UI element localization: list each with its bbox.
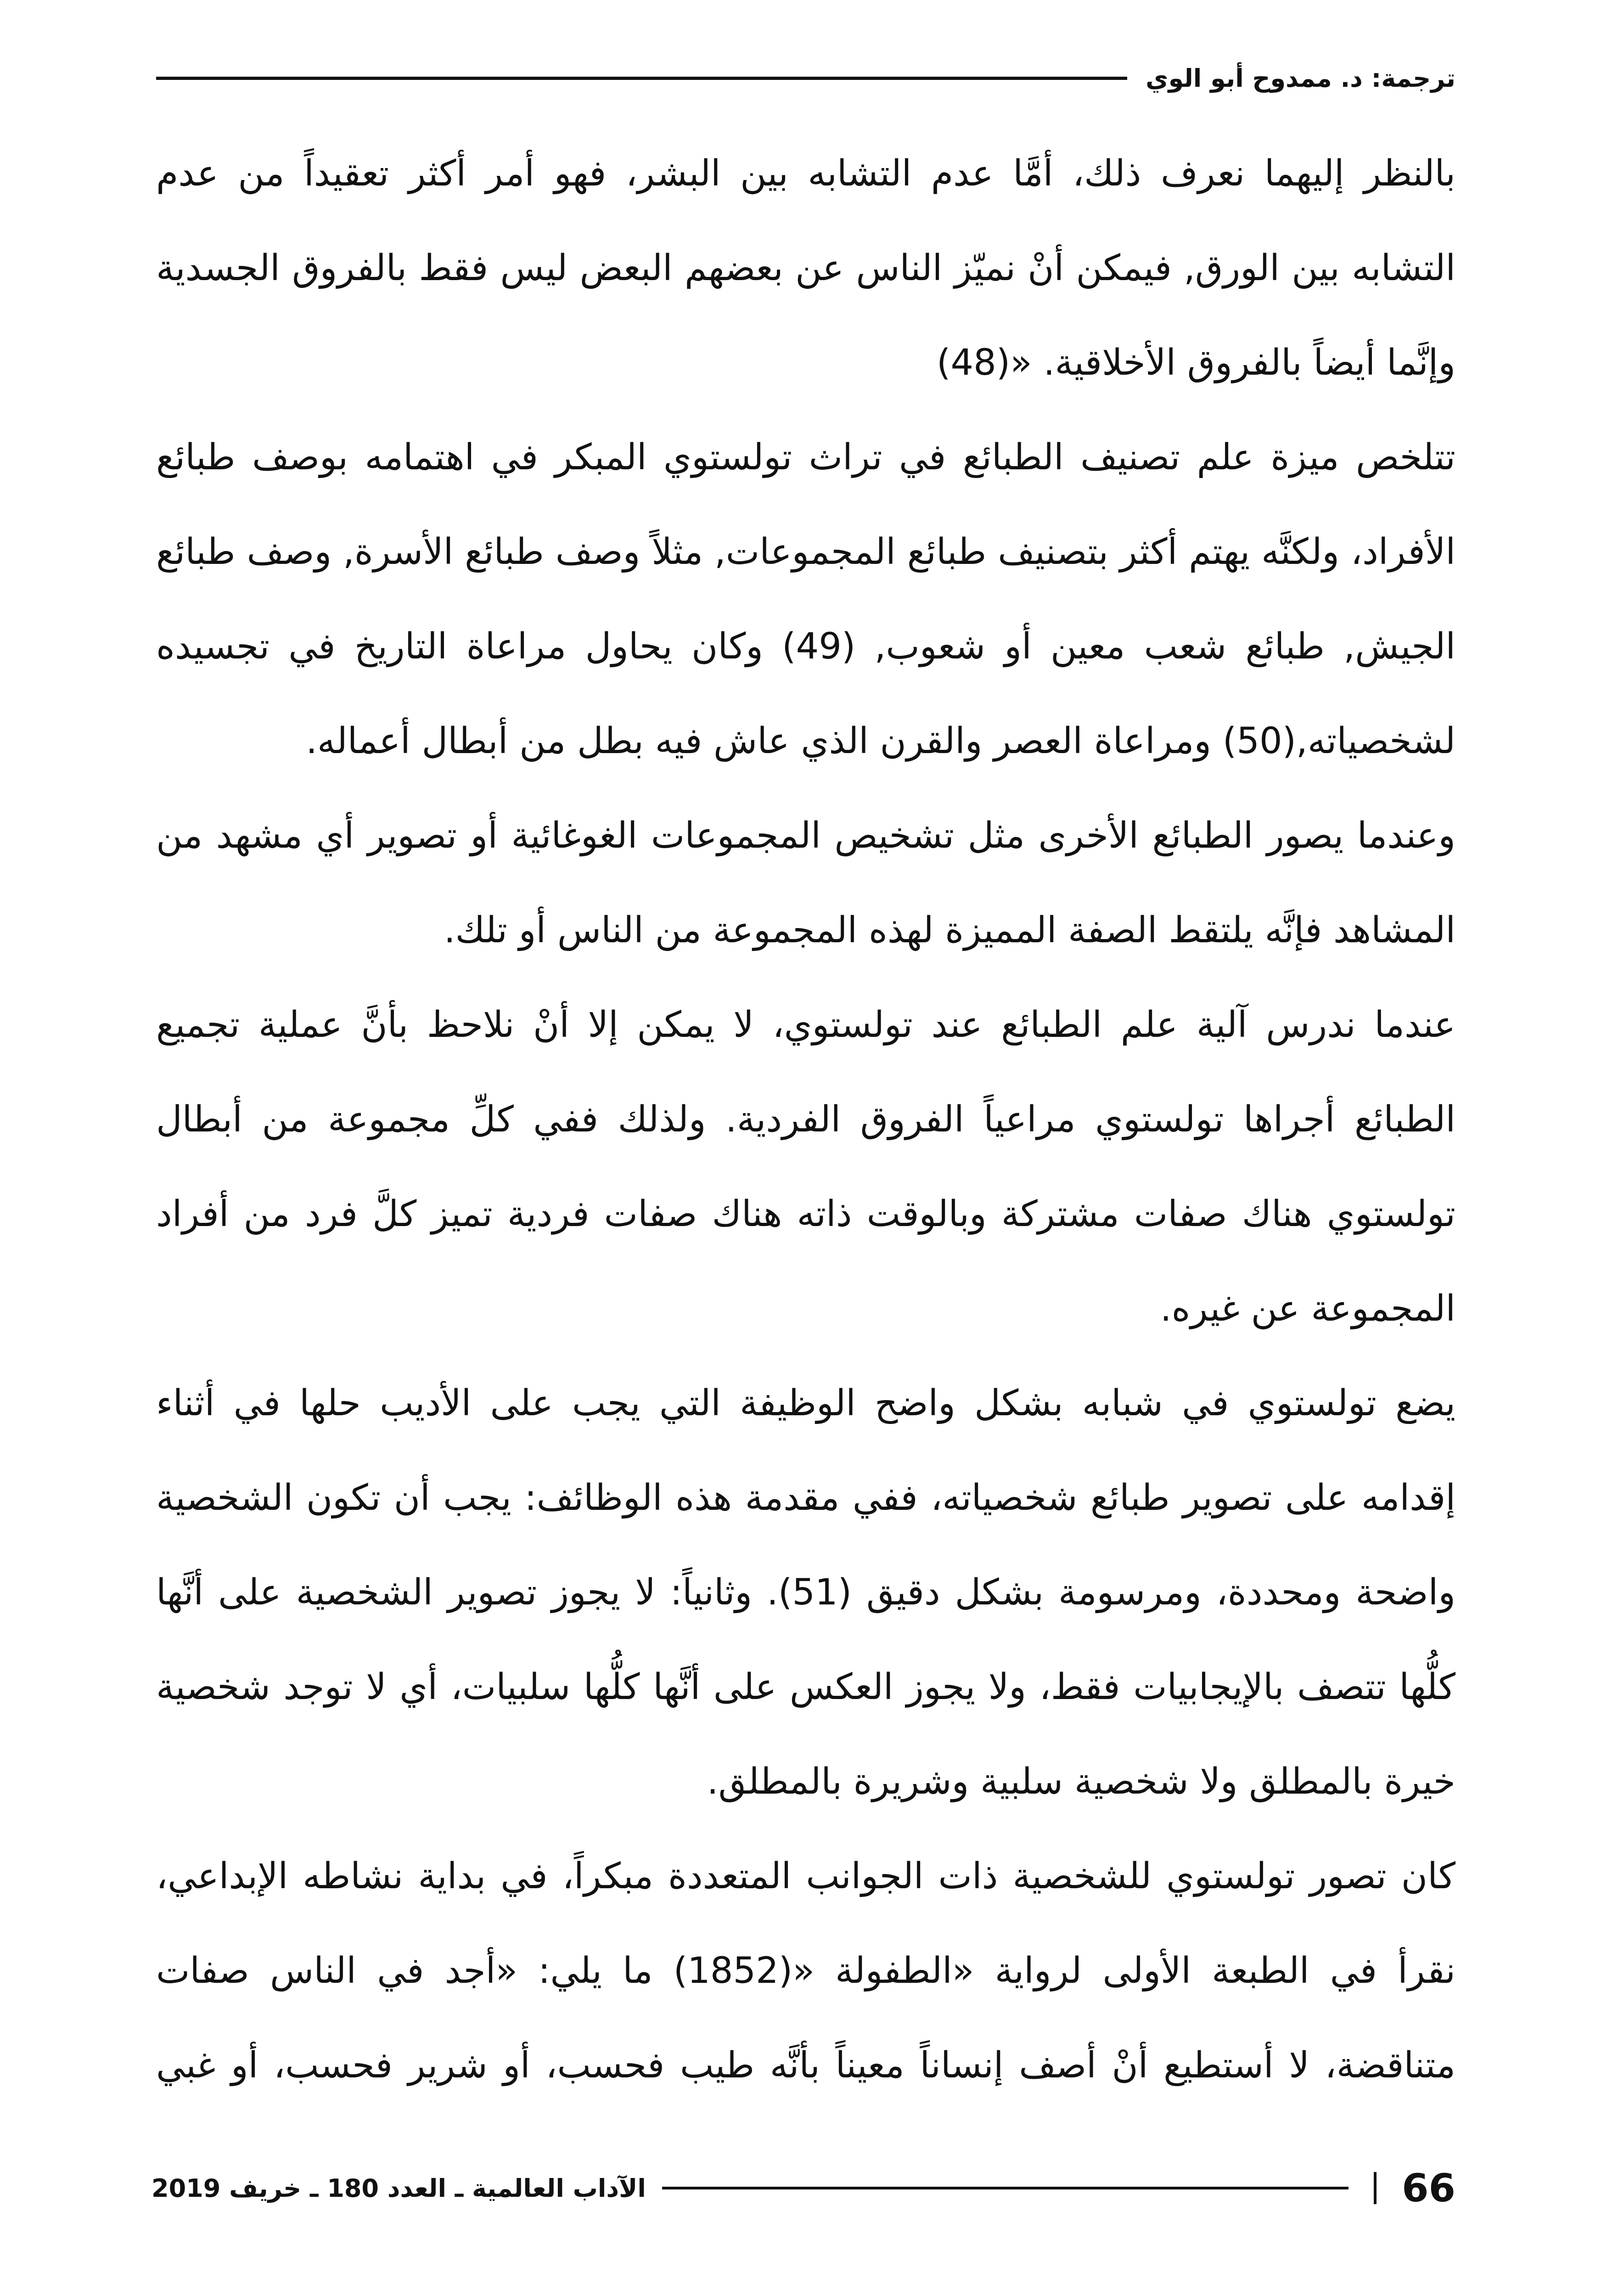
- translator-credit: ترجمة: د. ممدوح أبو الوي: [1146, 63, 1455, 93]
- paragraph: تتلخص ميزة علم تصنيف الطبائع في تراث تولستوي المبكر في اهتمامه بوصف طبائع الأفراد، ولكنَّه يهتم أكثر بتصنيف طبائع المجموعات, مثلاً وصف طبائع الأسرة, وصف طبائع الجيش, طبائع شعب معين أو شعوب, (49) وكان يحاول مراعاة التاريخ في تجسيده لشخصياته,(50) ومراعاة العصر والقرن الذي عاش فيه بطل من أبطال أعماله.: [156, 437, 1455, 762]
- running-footer: [152, 2161, 1455, 2216]
- running-header: [156, 55, 1455, 101]
- journal-issue: الآداب العالمية ـ العدد 180 ـ خريف 2019: [152, 2173, 646, 2203]
- paragraph: وعندما يصور الطبائع الأخرى مثل تشخيص المجموعات الغوغائية أو تصوير أي مشهد من المشاهد فإنَّه يلتقط الصفة المميزة لهذه المجموعة من الناس أو تلك.: [156, 815, 1455, 951]
- footer-rule: [662, 2187, 1349, 2189]
- body-text: [156, 126, 1455, 2117]
- paragraph: يضع تولستوي في شبابه بشكل واضح الوظيفة التي يجب على الأديب حلها في أثناء إقدامه على تصوير طبائع شخصياته، ففي مقدمة هذه الوظائف: يجب أن تكون الشخصية واضحة ومحددة، ومرسومة بشكل دقيق (51). وثانياً: لا يجوز تصوير الشخصية على أنَّها كلُّها تتصف بالإيجابيات فقط، ولا يجوز العكس على أنَّها كلُّها سلبيات، أي لا توجد شخصية خيرة بالمطلق ولا شخصية سلبية وشريرة بالمطلق.: [156, 1383, 1455, 1802]
- page-number: 66: [1402, 2166, 1455, 2211]
- footer-separator: [1374, 2172, 1377, 2204]
- paragraph: بالنظر إليهما نعرف ذلك، أمَّا عدم التشابه بين البشر، فهو أمر أكثر تعقيداً من عدم التشابه بين الورق, فيمكن أنْ نميّز الناس عن بعضهم البعض ليس فقط بالفروق الجسدية وإنَّما أيضاً بالفروق الأخلاقية. «(48): [156, 153, 1455, 383]
- paragraph: عندما ندرس آلية علم الطبائع عند تولستوي، لا يمكن إلا أنْ نلاحظ بأنَّ عملية تجميع الطبائع أجراها تولستوي مراعياً الفروق الفردية. ولذلك ففي كلِّ مجموعة من أبطال تولستوي هناك صفات مشتركة وبالوقت ذاته هناك صفات فردية تميز كلَّ فرد من أفراد المجموعة عن غيره.: [156, 1004, 1455, 1329]
- paragraph: كان تصور تولستوي للشخصية ذات الجوانب المتعددة مبكراً، في بداية نشاطه الإبداعي، نقرأ في الطبعة الأولى لرواية «الطفولة «(1852) ما يلي: «أجد في الناس صفات متناقضة، لا أستطيع أنْ أصف إنساناً معيناً بأنَّه طيب فحسب، أو شرير فحسب، أو غبي: [156, 1856, 1455, 2086]
- header-rule: [156, 77, 1127, 80]
